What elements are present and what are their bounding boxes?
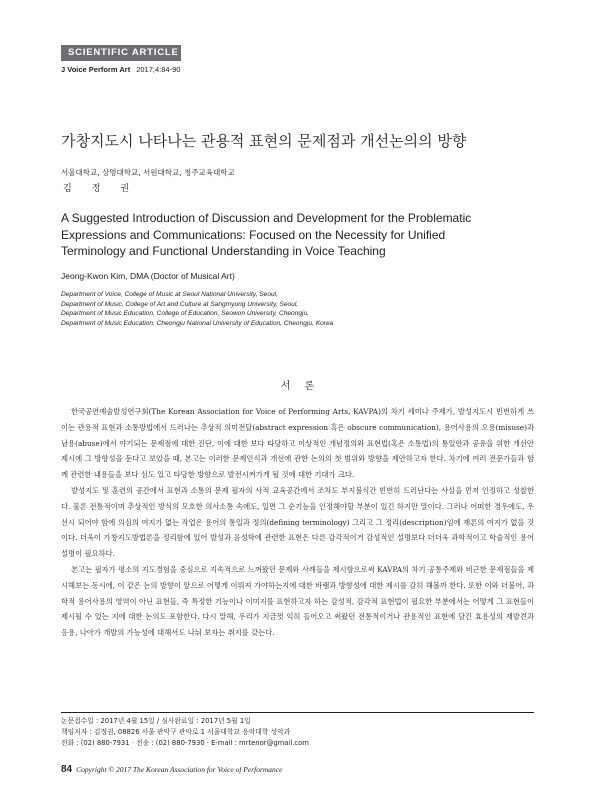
affiliation-line: Department of Music Education, Cheongju National University of Education, Cheongju, Korea bbox=[61, 319, 334, 327]
body-paragraph: 발성지도 및 훈련의 공간에서 표현과 소통의 문제 필자의 사적 교육공간에서 조차도 부지불식간 빈번히 드러난다는 사실을 먼저 인정하고 성찰한다. 물론 전통적이며 추상적인 방식의 모호한 의사소통 속에도, 일면 그 순기능을 인정해야할 부분이 있긴 하지만 말이다. 그러나 어떠한 경우에도, 우선시 되어야 함에 의심의 여지가 없는 작업은 용어의 통일과 정의(defining terminology) 그리고 그 정리(description)임에 재론의 여지가 없을 것이다. 더욱이 가창지도방법론을 정리함에 있어 발성과 음성학에 관련한 표현은 다른 감각적이거 감성적인 설명보다 더더욱 과학적이고 학술적인 용어설명이 필요하다. bbox=[61, 485, 534, 559]
english-title-line: Expressions and Communications: Focused on the Necessity for Unified bbox=[61, 227, 446, 242]
korean-title: 가창지도시 나타나는 관용적 표현의 문제점과 개선논의의 방향 bbox=[61, 132, 467, 150]
journal-pages: 2017;4:84-90 bbox=[136, 65, 181, 74]
footnote-block bbox=[61, 716, 309, 750]
body-paragraph: 본고는 필자가 평소의 지도경험을 중심으로 지속적으로 느껴왔던 문제와 사례들을 제시함으로써 KAVPA의 차기 공통주제와 비근한 문제점들을 제시해보는 동시에, 이 같은 논의 방향이 앞으로 어떻게 이뤄져 가야하는지에 대한 바램과 방향성에 대한 제시를 감히 해볼까 한다. 또한 이와 더불어, 과학적 용어사용의 영역이 아닌 표현들, 즉 특정한 기능이나 이미지를 표현하고자 하는 감성적, 감각적 표현법이 필요한 부분에서는 어떻게 그 표현들이 제시될 수 있는 지에 대한 논의도 포함한다. 다시 말해, 우리가 지금껏 익히 들어오고 써왔던 전통적이거나 관용적인 표현에 담긴 효용성의 재발견과 응용, 나아가 개발의 가능성에 대해서도 나눠 보자는 취지를 갖는다. bbox=[61, 564, 534, 638]
section-heading-introduction: 서론 bbox=[280, 381, 329, 392]
journal-citation bbox=[61, 65, 180, 74]
footnote-dates: 논문접수일 : 2017년 4월 15일 / 심사완료일 : 2017년 5월 1일 bbox=[61, 717, 251, 725]
english-author: Jeong-Kwon Kim, DMA (Doctor of Musical Art) bbox=[61, 271, 235, 281]
affiliation-line: Department of Music Education, College of Education, Seowon University, Cheongju, bbox=[61, 310, 310, 318]
footnote-divider bbox=[61, 712, 534, 713]
english-affiliations bbox=[61, 290, 541, 328]
footnote-contact: 전화 : (02) 880-7931 · 전송 : (02) 880-7930 · E-mail : mrtenor@gmail.com bbox=[61, 739, 309, 748]
affiliation-line: Department of Music, College of Art and Culture at Sangmyung University, Seoul, bbox=[61, 300, 299, 308]
body-text bbox=[61, 404, 534, 641]
section-label-banner: SCIENTIFIC ARTICLE bbox=[61, 45, 181, 61]
body-paragraph: 한국공연예술발성연구회(The Korean Association for Voice of Performing Arts, KAVPA)의 차기 세미나 주제가, 발성지도시 빈번하게 쓰이는 관용적 표현과 소통방법에서 드러나는 추상적 의미전달(abstract expression 혹은 obscure communication), 용어사용의 오용(misuse)과 남용(abuse)에서 야기되는 문제점에 대한 진단, 이에 대한 보다 타당하고 이상적인 개념정의와 표현법(혹은 소통법)의 통일안과 공유을 위한 개선안 제시에 그 방향성을 둔다고 보았을 때, 본고는 이러한 문제인식과 개선에 관한 논의의 첫 범위와 방향을 제안하고자 한다. 차기에 여러 전문가들과 함께 관련한 내용들을 보다 심도 있고 타당한 방향으로 발전시켜가게 될 것에 대한 기대가 크다. bbox=[61, 407, 534, 480]
journal-name: J Voice Perform Art bbox=[61, 65, 131, 74]
affiliation-line: Department of Voice, College of Music at Seoul National University, Seoul, bbox=[61, 291, 278, 298]
footnote-corresponding-author: 책임저자 : 김정권, 08826 서울 관악구 관악로 1 서울대학교 음악대학 성악과 bbox=[61, 728, 291, 737]
english-title-line: A Suggested Introduction of Discussion and Development for the Problematic bbox=[61, 211, 472, 225]
korean-author: 김정권 bbox=[63, 184, 150, 194]
english-title-line: Terminology and Functional Understanding in Voice Teaching bbox=[61, 244, 386, 258]
english-title bbox=[61, 210, 541, 260]
page-footer bbox=[61, 764, 282, 775]
copyright-text: Copyright © 2017 The Korean Association for Voice of Performance bbox=[76, 765, 283, 774]
page-number: 84 bbox=[61, 764, 73, 775]
korean-affiliation: 서울대학교, 상명대학교, 서원대학교, 청주교육대학교 bbox=[61, 168, 235, 177]
